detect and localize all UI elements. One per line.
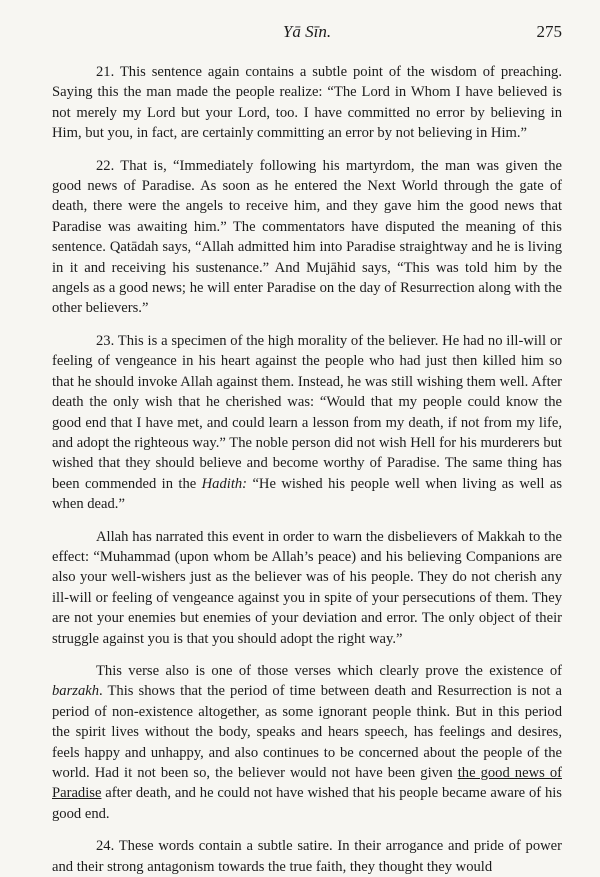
paragraph-text: . This shows that the period of time between death and Resurrection is not a period of non-existence altogether, as some ignorant people think. But in this period the spirit lives without the body, speaks and hears speech, has feelings and desires, feels happy and unhappy, and also continues to be concerned about the people of the world. Had it not been so, the believer would not have been given [52, 683, 562, 781]
body-text [52, 62, 562, 877]
running-title: Yā Sīn. [282, 22, 332, 41]
paragraph-barzakh [52, 661, 562, 824]
paragraph-text: This verse also is one of those verses which clearly prove the existence of [96, 662, 562, 679]
paragraph-text: 23. This is a specimen of the high morality of the believer. He had no ill-will or feeling of vengeance in his heart against the people who had just then killed him so that he should invoke Allah against them. Instead, he was still wishing them well. After death the only wish that he cherished was: “Would that my people could know the good end that I have met, and could learn a lesson from my death, if not from my life, and adopt the righteous way.” The noble person did not wish Hell for his murderers but wished that they should believe and become worthy of Paradise. The same thing has been commended in the [52, 332, 562, 492]
paragraph-note-24: 24. These words contain a subtle satire. In their arrogance and pride of power and their strong antagonism towards the true faith, they thought they would [52, 838, 562, 875]
page-number: 275 [536, 22, 562, 41]
barzakh-term: barzakh [52, 683, 100, 700]
paragraph-text: after death, and he could not have wished that his people became aware of his good end. [52, 785, 562, 822]
underlined-phrase: the good news of Paradise [52, 765, 562, 802]
paragraph-note-23 [52, 331, 562, 515]
paragraph-warning: Allah has narrated this event in order to warn the disbelievers of Makkah to the effect: “Muhammad (upon whom be Allah’s peace) and his believing Companions are also your well-wishers just as the believer was of his people. They do not cherish any ill-will or feeling of vengeance against you in spite of your persecutions of them. They are not your enemies but enemies of your deviation and error. The only object of their struggle against you is that you should adopt the right way.” [52, 528, 562, 647]
hadith-term: Hadith: [201, 475, 248, 492]
paragraph-note-21: 21. This sentence again contains a subtle point of the wisdom of preaching. Saying this the man made the people realize: “The Lord in Whom I have believed is not merely my Lord but your Lord, too. I have committed no error by believing in Him, but you, in fact, are certainly committing an error by not believing in Him.” [52, 64, 562, 142]
paragraph-note-22: 22. That is, “Immediately following his martyrdom, the man was given the good news of Paradise. As soon as he entered the Next World through the gate of death, there were the angels to receive him, and they gave him the good news that Paradise was awaiting him.” The commentators have disputed the meaning of this sentence. Qatādah says, “Allah admitted him into Paradise straightway and he is living in it and receiving his sustenance.” And Mujāhid says, “This was told him by the angels as a good news; he will enter Paradise on the day of Resurrection along with the other believers.” [52, 157, 562, 317]
paragraph-text: “He wished his people well when living as well as when dead.” [52, 475, 562, 513]
running-head [52, 22, 562, 48]
